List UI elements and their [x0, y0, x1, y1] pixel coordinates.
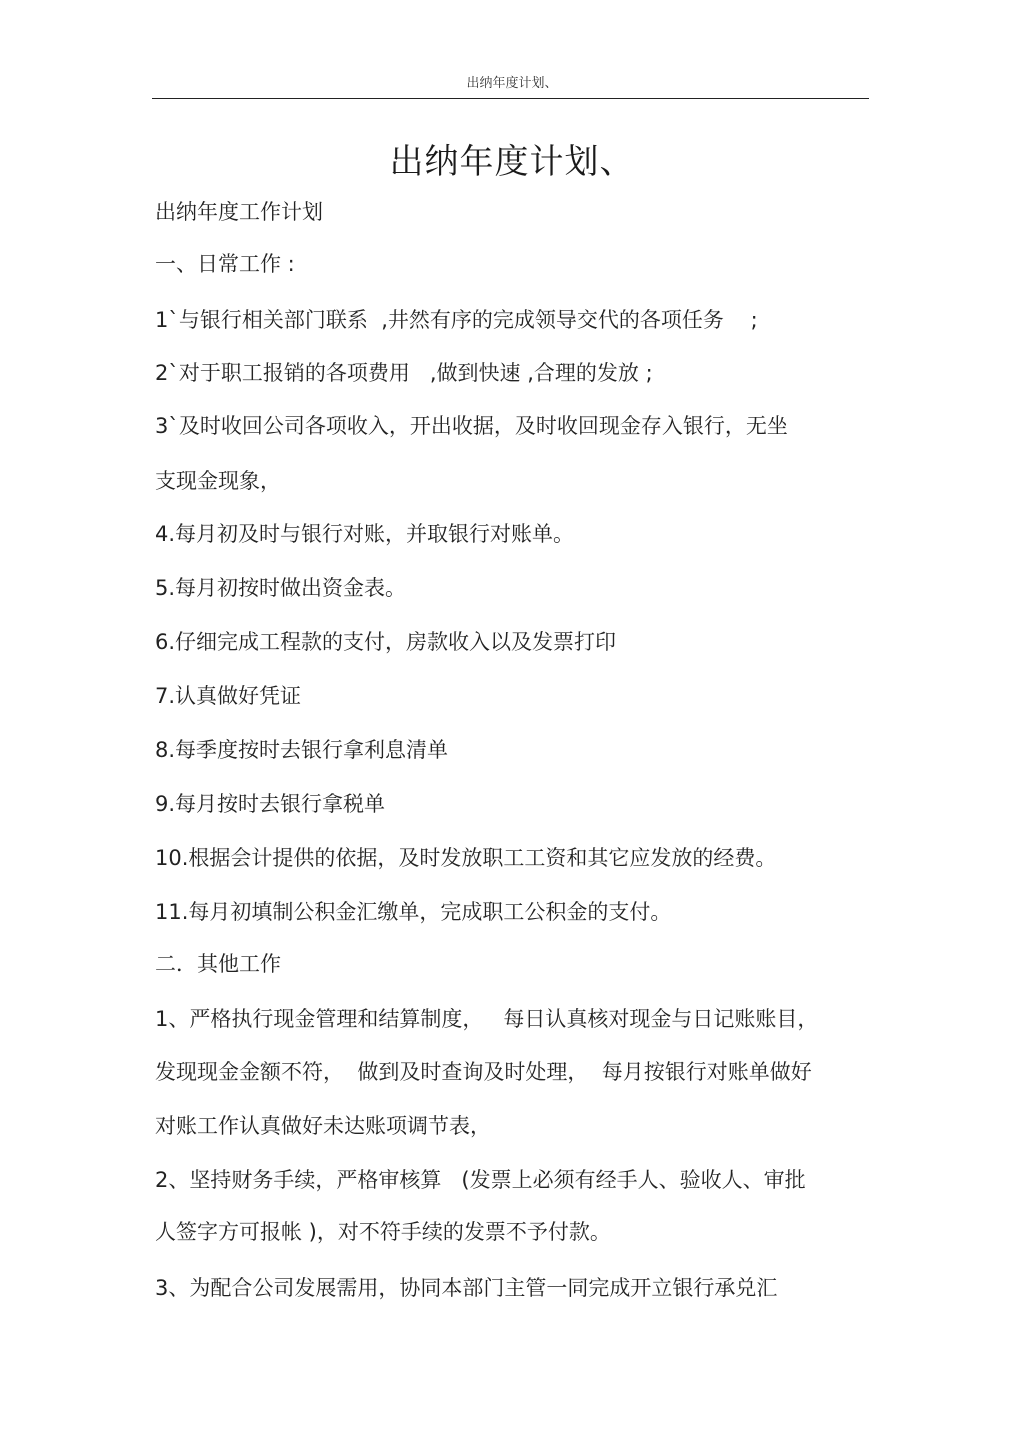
list-item-continuation: 发现现金金额不符， 做到及时查询及时处理， 每月按银行对账单做好 [155, 1060, 812, 1084]
header-divider [152, 98, 869, 99]
list-item: 3`及时收回公司各项收入，开出收据，及时收回现金存入银行，无坐 [155, 414, 788, 438]
list-item: 11.每月初填制公积金汇缴单，完成职工公积金的支付。 [155, 900, 672, 924]
list-item: 9.每月按时去银行拿税单 [155, 792, 386, 816]
subtitle-line: 出纳年度工作计划 [155, 200, 323, 224]
list-item: 2`对于职工报销的各项费用 ,做到快速 ,合理的发放 ; [155, 361, 653, 385]
list-item: 1`与银行相关部门联系 ,井然有序的完成领导交代的各项任务 ; [155, 308, 758, 332]
section-heading-daily: 一、日常工作 : [155, 252, 295, 276]
list-item-continuation: 支现金现象， [155, 469, 281, 493]
list-item: 10.根据会计提供的依据，及时发放职工工资和其它应发放的经费。 [155, 846, 777, 870]
list-item-continuation: 对账工作认真做好未达账项调节表， [155, 1114, 491, 1138]
running-header: 出纳年度计划、 [466, 76, 558, 91]
list-item: 1、严格执行现金管理和结算制度， 每日认真核对现金与日记账账目， [155, 1007, 819, 1031]
list-item: 2、坚持财务手续，严格审核算 (发票上必须有经手人、验收人、审批 [155, 1168, 806, 1192]
list-item: 5.每月初按时做出资金表。 [155, 576, 407, 600]
section-heading-other: 二．其他工作 [155, 952, 281, 976]
list-item: 3、为配合公司发展需用，协同本部门主管一同完成开立银行承兑汇 [155, 1276, 778, 1300]
document-title: 出纳年度计划、 [389, 142, 635, 182]
list-item: 8.每季度按时去银行拿利息清单 [155, 738, 449, 762]
list-item: 4.每月初及时与银行对账，并取银行对账单。 [155, 522, 575, 546]
list-item-continuation: 人签字方可报帐 )，对不符手续的发票不予付款。 [155, 1220, 611, 1244]
list-item: 6.仔细完成工程款的支付，房款收入以及发票打印 [155, 630, 617, 654]
list-item: 7.认真做好凭证 [155, 684, 302, 708]
